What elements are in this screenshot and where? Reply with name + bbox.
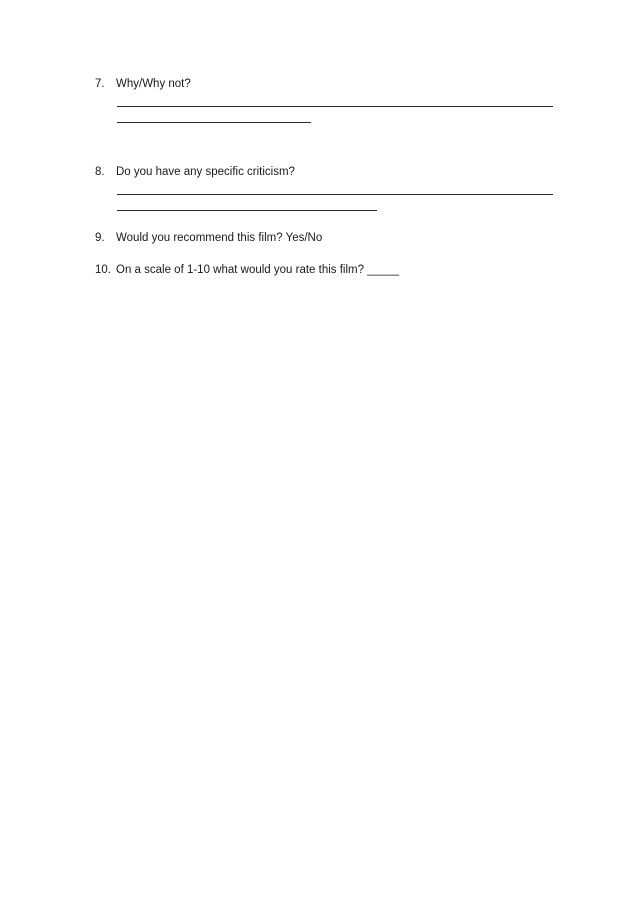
question-7 — [95, 77, 191, 91]
answer-line — [117, 122, 311, 123]
question-10 — [95, 263, 399, 277]
question-text: On a scale of 1-10 what would you rate this film? _____ — [116, 264, 400, 276]
question-number: 8. — [95, 166, 105, 178]
question-number: 7. — [95, 78, 105, 90]
answer-line — [117, 194, 553, 195]
question-text: Why/Why not? — [116, 78, 191, 90]
question-text: Do you have any specific criticism? — [116, 166, 295, 178]
question-number: 9. — [95, 232, 105, 244]
question-number: 10. — [95, 264, 111, 276]
answer-line — [117, 210, 377, 211]
question-8 — [95, 165, 295, 179]
question-9 — [95, 231, 322, 245]
answer-line — [117, 106, 553, 107]
question-text: Would you recommend this film? Yes/No — [116, 232, 323, 244]
